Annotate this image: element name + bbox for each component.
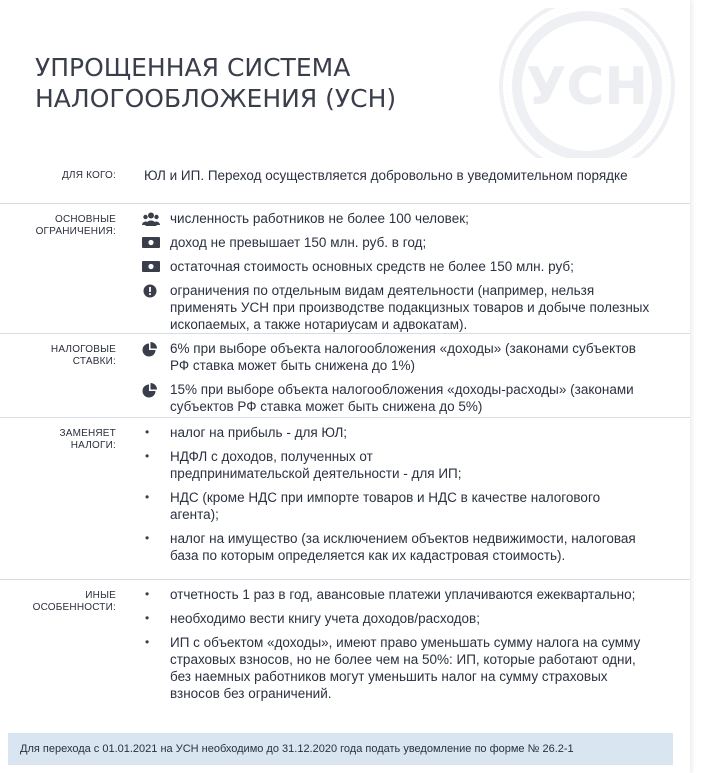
pie-chart-icon bbox=[142, 381, 170, 398]
item-text: численность работников не более 100 человек; bbox=[170, 211, 469, 226]
row-label bbox=[0, 160, 116, 203]
item-text: ограничения по отдельным видам деятельности (например, нельзя применять УСН при производстве подакцизных товаров и добыче полезных ископаемых, а также нотариусам и адвокатам). bbox=[170, 283, 650, 332]
row-label-line: ИНЫЕ bbox=[85, 590, 116, 601]
row-label bbox=[0, 580, 116, 720]
item-text: доход не превышает 150 млн. руб. в год; bbox=[170, 235, 427, 250]
row-label-line: ОСОБЕННОСТИ: bbox=[32, 602, 116, 613]
row-label-line: ОГРАНИЧЕНИЯ: bbox=[35, 226, 116, 237]
item-text: 15% при выборе объекта налогообложения «доходы-расходы» (законами субъектов РФ ставка может быть снижена до 5%) bbox=[170, 382, 634, 414]
bullet-icon: • bbox=[145, 490, 150, 504]
list-item bbox=[142, 586, 652, 603]
bullet-icon: • bbox=[145, 611, 150, 625]
row-main-limitations bbox=[0, 204, 690, 334]
item-text: налог на прибыль - для ЮЛ; bbox=[170, 425, 348, 440]
money-icon bbox=[142, 234, 170, 251]
title-line: УПРОЩЕННАЯ СИСТЕМА bbox=[35, 53, 351, 82]
list-item bbox=[142, 489, 652, 523]
row-body bbox=[142, 418, 652, 579]
row-label-line: ДЛЯ КОГО: bbox=[61, 170, 116, 181]
item-text: НДС (кроме НДС при импорте товаров и НДС в качестве налогового агента); bbox=[170, 490, 601, 522]
row-label bbox=[0, 418, 116, 579]
svg-text:УСН: УСН bbox=[526, 57, 648, 117]
list-item bbox=[142, 634, 652, 702]
info-table bbox=[0, 160, 690, 720]
list-item bbox=[142, 210, 652, 227]
list-item bbox=[142, 282, 652, 333]
bullet-icon: • bbox=[145, 587, 150, 601]
item-text: 6% при выборе объекта налогообложения «доходы» (законами субъектов РФ ставка может быть снижена до 1%) bbox=[170, 341, 636, 373]
item-text: остаточная стоимость основных средств не более 150 млн. руб; bbox=[170, 259, 574, 274]
item-text: налог на имущество (за исключением объектов недвижимости, налоговая база по которым определяется как их кадастровая стоимость). bbox=[170, 531, 636, 563]
pie-chart-icon bbox=[142, 340, 170, 357]
bullet-icon: • bbox=[145, 635, 150, 649]
list-item bbox=[142, 234, 652, 251]
row-text: ЮЛ и ИП. Переход осуществляется добровольно в уведомительном порядке bbox=[144, 168, 628, 183]
row-label-line: ОСНОВНЫЕ bbox=[54, 214, 116, 225]
item-text: НДФЛ с доходов, полученных от предпринимательской деятельности - для ИП; bbox=[170, 449, 462, 481]
list-item bbox=[142, 448, 652, 482]
item-text: ИП с объектом «доходы», имеют право уменьшать сумму налога на сумму страховых взносов, но не более чем на 50%: ИП, которые работают одни, без наемных работников могут уменьшить налог на сумму страховых взносов без ограничений. bbox=[170, 635, 641, 701]
list-item bbox=[142, 258, 652, 275]
row-other-features bbox=[0, 580, 690, 720]
item-text: необходимо вести книгу учета доходов/расходов; bbox=[170, 611, 480, 626]
row-label bbox=[0, 334, 116, 417]
row-for-whom bbox=[0, 160, 690, 204]
bullet-icon: • bbox=[145, 425, 150, 439]
row-body bbox=[142, 580, 652, 720]
list-item bbox=[142, 340, 652, 374]
list-item bbox=[142, 381, 652, 415]
money-icon bbox=[142, 258, 170, 275]
people-icon bbox=[142, 210, 170, 227]
warning-icon bbox=[142, 282, 170, 299]
row-tax-rates bbox=[0, 334, 690, 418]
list-item bbox=[142, 610, 652, 627]
row-replaces-taxes bbox=[0, 418, 690, 580]
row-label-line: СТАВКИ: bbox=[72, 356, 116, 367]
row-label-line: НАЛОГОВЫЕ bbox=[50, 344, 116, 355]
row-body bbox=[142, 160, 652, 203]
row-label-line: НАЛОГИ: bbox=[70, 440, 116, 451]
item-text: отчетность 1 раз в год, авансовые платежи уплачиваются ежеквартально; bbox=[170, 587, 636, 602]
bullet-icon: • bbox=[145, 531, 150, 545]
page-title bbox=[35, 52, 475, 114]
title-line: НАЛОГООБЛОЖЕНИЯ (УСН) bbox=[35, 84, 397, 113]
row-body bbox=[142, 204, 652, 333]
row-label bbox=[0, 204, 116, 333]
usn-seal-watermark bbox=[489, 8, 685, 158]
list-item bbox=[142, 424, 652, 441]
bullet-icon: • bbox=[145, 449, 150, 463]
transition-notice: Для перехода с 01.01.2021 на УСН необходимо до 31.12.2020 года подать уведомление по форме № 26.2-1 bbox=[8, 733, 673, 765]
list-item bbox=[142, 530, 652, 564]
row-body bbox=[142, 334, 652, 417]
row-label-line: ЗАМЕНЯЕТ bbox=[59, 428, 116, 439]
